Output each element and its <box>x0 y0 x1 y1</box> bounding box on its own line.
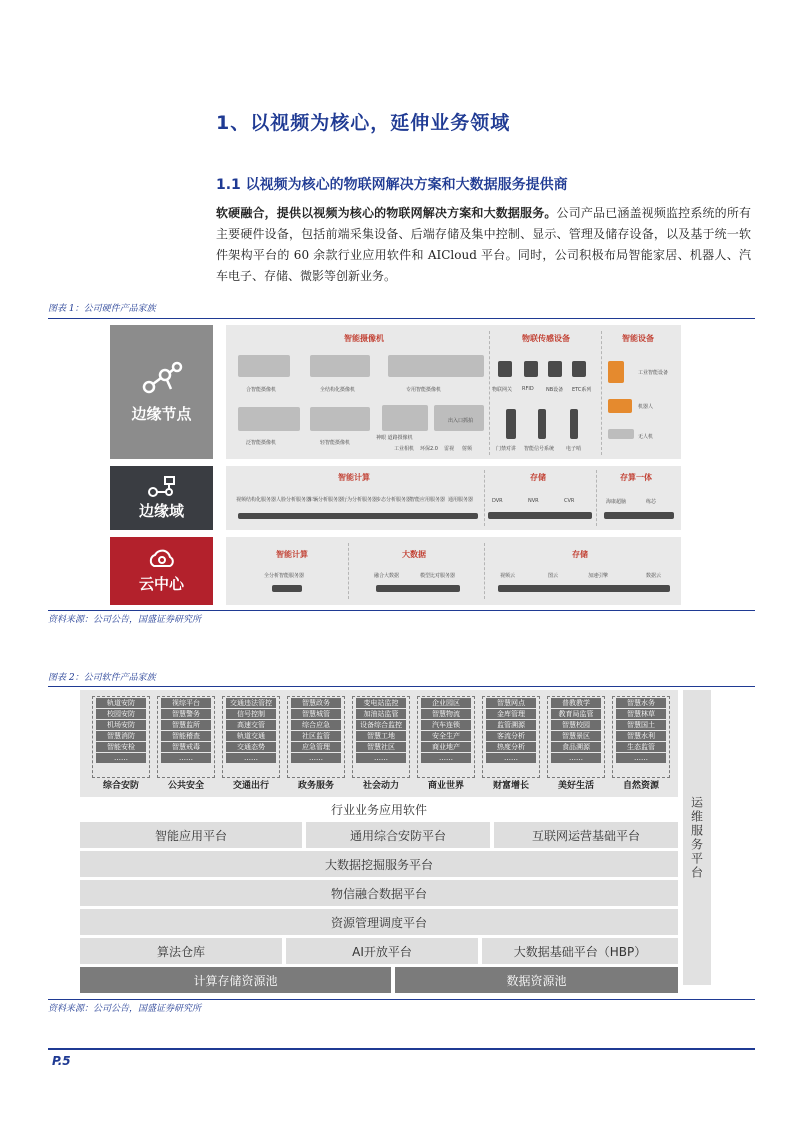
footer-rule <box>48 1048 755 1050</box>
ai-open-platform: AI开放平台 <box>286 938 478 964</box>
edge-node-sec-iot: 物联传感设备 <box>522 334 570 343</box>
cam-lbl-3: 专用智能摄像机 <box>406 387 442 393</box>
cell: 食品溯源 <box>551 742 601 752</box>
ops-service-label: 运维服务平台 <box>689 795 704 880</box>
figure2-top-rule <box>48 686 755 687</box>
cell: 应急管理 <box>291 742 341 752</box>
edge-server-rack-glyph <box>238 513 478 519</box>
ed-lbl-4: 行为分析服务器 <box>342 497 378 503</box>
edge-combo-glyph <box>604 512 674 519</box>
cl-lbl-1: 全分析智能服务器 <box>264 573 305 579</box>
cloud-tile <box>110 537 213 605</box>
cell: 校园安防 <box>96 709 146 719</box>
cell: 智慧工地 <box>356 731 406 741</box>
platform-smart-apps: 智能应用平台 <box>80 822 302 848</box>
edge-node-sec-camera: 智能摄像机 <box>344 334 384 343</box>
intro-bold: 软硬融合，提供以视频为核心的物联网解决方案和大数据服务。 <box>216 206 557 220</box>
cell: 智慧林草 <box>616 709 666 719</box>
cloud-divider-1 <box>348 543 349 599</box>
ed-lbl-5: 步态分析服务器 <box>376 497 412 503</box>
cloud-sec-storage: 存储 <box>572 550 588 559</box>
ed-lbl-3: 车辆分析服务器 <box>308 497 344 503</box>
data-resource-pool: 数据资源池 <box>395 967 678 993</box>
cell: 轨道交通 <box>226 731 276 741</box>
dev-lbl-1: 工业智能设备 <box>638 370 669 376</box>
col-label: 公共安全 <box>167 781 204 791</box>
sentry-glyph <box>570 409 578 439</box>
cell: 视综平台 <box>161 698 211 708</box>
col-social-power <box>352 696 410 778</box>
col-label: 政务服务 <box>297 781 334 791</box>
cl-st-lbl-3: 加速引擎 <box>588 573 609 579</box>
compute-storage-pool: 计算存储资源池 <box>80 967 391 993</box>
edge-domain-sec-combo: 存算一体 <box>620 473 652 482</box>
cam-lbl-11: 出入口抓拍 <box>448 418 474 424</box>
cell: …… <box>616 753 666 763</box>
dev-lbl-3: 无人机 <box>638 434 654 440</box>
cam-lbl-6: 神眼 道路摄像机 <box>376 435 413 441</box>
iot-lbl-3: NB设备 <box>546 387 564 393</box>
cl-bd-lbl-2: 模型比对服务器 <box>420 573 456 579</box>
ed-lbl-1: 视频结构化服务器 <box>236 497 277 503</box>
cell: 智能稽查 <box>161 731 211 741</box>
cell: 汽车连锁 <box>421 720 471 730</box>
nb-glyph <box>548 361 562 377</box>
figure1-top-rule <box>48 318 755 319</box>
iot-lbl-7: 电子哨 <box>566 446 582 452</box>
algorithm-warehouse: 算法仓库 <box>80 938 282 964</box>
figure2-title: 图表 2：公司软件产品家族 <box>48 673 156 683</box>
camera-group-2 <box>310 355 370 377</box>
bigdata-base-platform: 大数据基础平台（HBP） <box>482 938 678 964</box>
edge-domain-sec-storage: 存储 <box>530 473 546 482</box>
platform-security: 通用综合安防平台 <box>306 822 490 848</box>
ed-cb-lbl-1: 海康超脑 <box>606 499 627 505</box>
cl-st-lbl-2: 图云 <box>548 573 559 579</box>
cell: 热度分析 <box>486 742 536 752</box>
col-label: 自然资源 <box>622 781 659 791</box>
cam-lbl-9: 雷视 <box>444 446 455 452</box>
cell: 智慧政务 <box>291 698 341 708</box>
camera-group-1 <box>238 355 290 377</box>
cam-lbl-5: 轻智能摄像机 <box>320 440 351 446</box>
iot-lbl-5: 门禁对讲 <box>496 446 517 452</box>
cell: 轨道安防 <box>96 698 146 708</box>
col-label: 美好生活 <box>557 781 594 791</box>
cloud-sec-compute: 智能计算 <box>276 550 308 559</box>
col-public-safety <box>157 696 215 778</box>
resource-scheduling-bar: 资源管理调度平台 <box>80 909 678 935</box>
cell: …… <box>96 753 146 763</box>
intro-paragraph <box>216 203 751 287</box>
cloud-sec-bigdata: 大数据 <box>402 550 426 559</box>
cell: …… <box>161 753 211 763</box>
cell: …… <box>226 753 276 763</box>
cell: 交通违法管控 <box>226 698 276 708</box>
cell: 智慧国土 <box>616 720 666 730</box>
robot-glyph <box>608 399 632 413</box>
cl-st-lbl-4: 数据云 <box>646 573 662 579</box>
industry-apps-bar: 行业业务应用软件 <box>80 798 678 820</box>
iot-lbl-1: 物联网关 <box>492 387 513 393</box>
cell: 加油站监管 <box>356 709 406 719</box>
cloud-panel <box>226 537 681 605</box>
industry-apps-box <box>80 690 678 797</box>
cell: 智慧水利 <box>616 731 666 741</box>
cell: 商业地产 <box>421 742 471 752</box>
cell: 智能安检 <box>96 742 146 752</box>
cell: …… <box>356 753 406 763</box>
iot-gateway-glyph <box>498 361 512 377</box>
figure2-bottom-rule <box>48 999 755 1000</box>
cell: 智慧水务 <box>616 698 666 708</box>
col-label: 财富增长 <box>492 781 529 791</box>
ed-lbl-6: 智能应用服务器 <box>410 497 446 503</box>
bigdata-mining-bar: 大数据挖掘服务平台 <box>80 851 678 877</box>
cell: 智慧景区 <box>551 731 601 741</box>
signal-glyph <box>538 409 546 439</box>
industrial-device-glyph <box>608 361 624 383</box>
cell: …… <box>551 753 601 763</box>
cell: 变电站监控 <box>356 698 406 708</box>
cell: 机场安防 <box>96 720 146 730</box>
software-stack <box>80 690 678 993</box>
camera-group-6 <box>382 405 428 431</box>
cell: 智慧网点 <box>486 698 536 708</box>
cell: 企业园区 <box>421 698 471 708</box>
topology-icon <box>147 475 177 497</box>
edge-domain-tile <box>110 466 213 530</box>
dev-lbl-2: 机器人 <box>638 404 654 410</box>
col-label: 综合安防 <box>102 781 139 791</box>
network-nodes-icon <box>141 361 183 395</box>
cell: 智慧校园 <box>551 720 601 730</box>
etc-glyph <box>572 361 586 377</box>
ed-lbl-7: 通用服务器 <box>448 497 474 503</box>
cloud-label: 云中心 <box>138 575 184 593</box>
cell: 客流分析 <box>486 731 536 741</box>
fig1-row-edge-domain <box>110 466 681 530</box>
cell: 金库管理 <box>486 709 536 719</box>
ed-lbl-2: 人脸分析服务器 <box>276 497 312 503</box>
cell: 高速交管 <box>226 720 276 730</box>
figure1-bottom-rule <box>48 610 755 611</box>
cam-lbl-1: 合智能摄像机 <box>246 387 277 393</box>
cell: 智慧警务 <box>161 709 211 719</box>
cell: 设备综合监控 <box>356 720 406 730</box>
cloud-server-glyph <box>272 585 302 592</box>
iot-lbl-6: 智能信号系统 <box>524 446 555 452</box>
edge-node-panel <box>226 325 681 459</box>
iot-lbl-4: ETC系列 <box>572 387 592 393</box>
cl-bd-lbl-1: 融合大数据 <box>374 573 400 579</box>
cell: 普教教学 <box>551 698 601 708</box>
cam-lbl-2: 全结构化摄像机 <box>320 387 356 393</box>
col-transport <box>222 696 280 778</box>
rfid-glyph <box>524 361 538 377</box>
cam-lbl-8: 环保2.0 <box>420 446 438 452</box>
cell: 监管溯源 <box>486 720 536 730</box>
cloud-bigdata-glyph <box>376 585 460 592</box>
col-label: 社会动力 <box>362 781 399 791</box>
edge-domain-panel <box>226 466 681 530</box>
cloud-divider-2 <box>484 543 485 599</box>
camera-group-3 <box>388 355 484 377</box>
subsection-heading: 1.1 以视频为核心的物联网解决方案和大数据服务提供商 <box>216 177 568 193</box>
col-gov-services <box>287 696 345 778</box>
cell: 交通态势 <box>226 742 276 752</box>
edge-storage-glyph <box>488 512 592 519</box>
cl-st-lbl-1: 视频云 <box>500 573 516 579</box>
col-label: 商业世界 <box>427 781 464 791</box>
edge-node-sec-device: 智能设备 <box>622 334 654 343</box>
cell: 生态监管 <box>616 742 666 752</box>
camera-group-4 <box>238 407 300 431</box>
cam-lbl-7: 工业相机 <box>394 446 415 452</box>
cell: 综合应急 <box>291 720 341 730</box>
ops-service-platform <box>683 690 711 985</box>
cell: 智慧社区 <box>356 742 406 752</box>
figure1-title: 图表 1：公司硬件产品家族 <box>48 304 156 314</box>
fig1-row-edge-node <box>110 325 681 459</box>
col-wealth <box>482 696 540 778</box>
ed-st-lbl-1: DVR <box>492 498 503 504</box>
cell: 智慧消防 <box>96 731 146 741</box>
cloud-storage-glyph <box>498 585 670 592</box>
section-heading: 1、以视频为核心，延伸业务领域 <box>216 112 511 134</box>
cell: 信号控制 <box>226 709 276 719</box>
access-control-glyph <box>506 409 516 439</box>
edge-node-divider-1 <box>489 331 490 455</box>
edge-domain-sec-compute: 智能计算 <box>338 473 370 482</box>
cam-lbl-10: 射频 <box>462 446 473 452</box>
figure1-source: 资料来源：公司公告，国盛证券研究所 <box>48 615 202 625</box>
ed-st-lbl-3: CVR <box>564 498 575 504</box>
drone-glyph <box>608 429 634 439</box>
iot-lbl-2: RFID <box>522 386 534 392</box>
edge-node-tile <box>110 325 213 459</box>
cam-lbl-4: 泛智能摄像机 <box>246 440 277 446</box>
cell: 智慧戒毒 <box>161 742 211 752</box>
edge-domain-divider-2 <box>596 470 597 526</box>
cell: …… <box>291 753 341 763</box>
cloud-gear-icon <box>147 548 177 570</box>
intro-rest: 公司产品已涵盖视频监控系统的所有主要硬件设备，包括前端采集设备、后端存储及集中控制、显示、管理及储存设备，以及基于统一软件架构平台的 60 余款行业应用软件和 AICloud 平台。同时，公司积极布局智能家居、机器人、汽车电子、存储、微影等创新业务。 <box>216 206 751 283</box>
cell: …… <box>421 753 471 763</box>
cell: 智慧城管 <box>291 709 341 719</box>
col-better-life <box>547 696 605 778</box>
cell: 安全生产 <box>421 731 471 741</box>
cell: …… <box>486 753 536 763</box>
platform-internet-ops: 互联网运营基础平台 <box>494 822 678 848</box>
edge-node-divider-2 <box>601 331 602 455</box>
ed-st-lbl-2: NVR <box>528 498 539 504</box>
col-commerce <box>417 696 475 778</box>
software-family-diagram <box>80 690 712 993</box>
iot-fusion-bar: 物信融合数据平台 <box>80 880 678 906</box>
edge-domain-label: 边缘域 <box>138 502 184 520</box>
cell: 智慧监所 <box>161 720 211 730</box>
ed-cb-lbl-2: 练芯 <box>646 499 657 505</box>
fig1-row-cloud <box>110 537 681 605</box>
cell: 社区监管 <box>291 731 341 741</box>
cell: 教育局监管 <box>551 709 601 719</box>
cell: 智慧物流 <box>421 709 471 719</box>
page-number: P.5 <box>52 1054 71 1068</box>
col-natural-resources <box>612 696 670 778</box>
camera-group-5 <box>310 407 370 431</box>
edge-node-label: 边缘节点 <box>131 404 192 423</box>
edge-domain-divider-1 <box>484 470 485 526</box>
figure2-source: 资料来源：公司公告，国盛证券研究所 <box>48 1004 202 1014</box>
col-integrated-security <box>92 696 150 778</box>
col-label: 交通出行 <box>232 781 269 791</box>
